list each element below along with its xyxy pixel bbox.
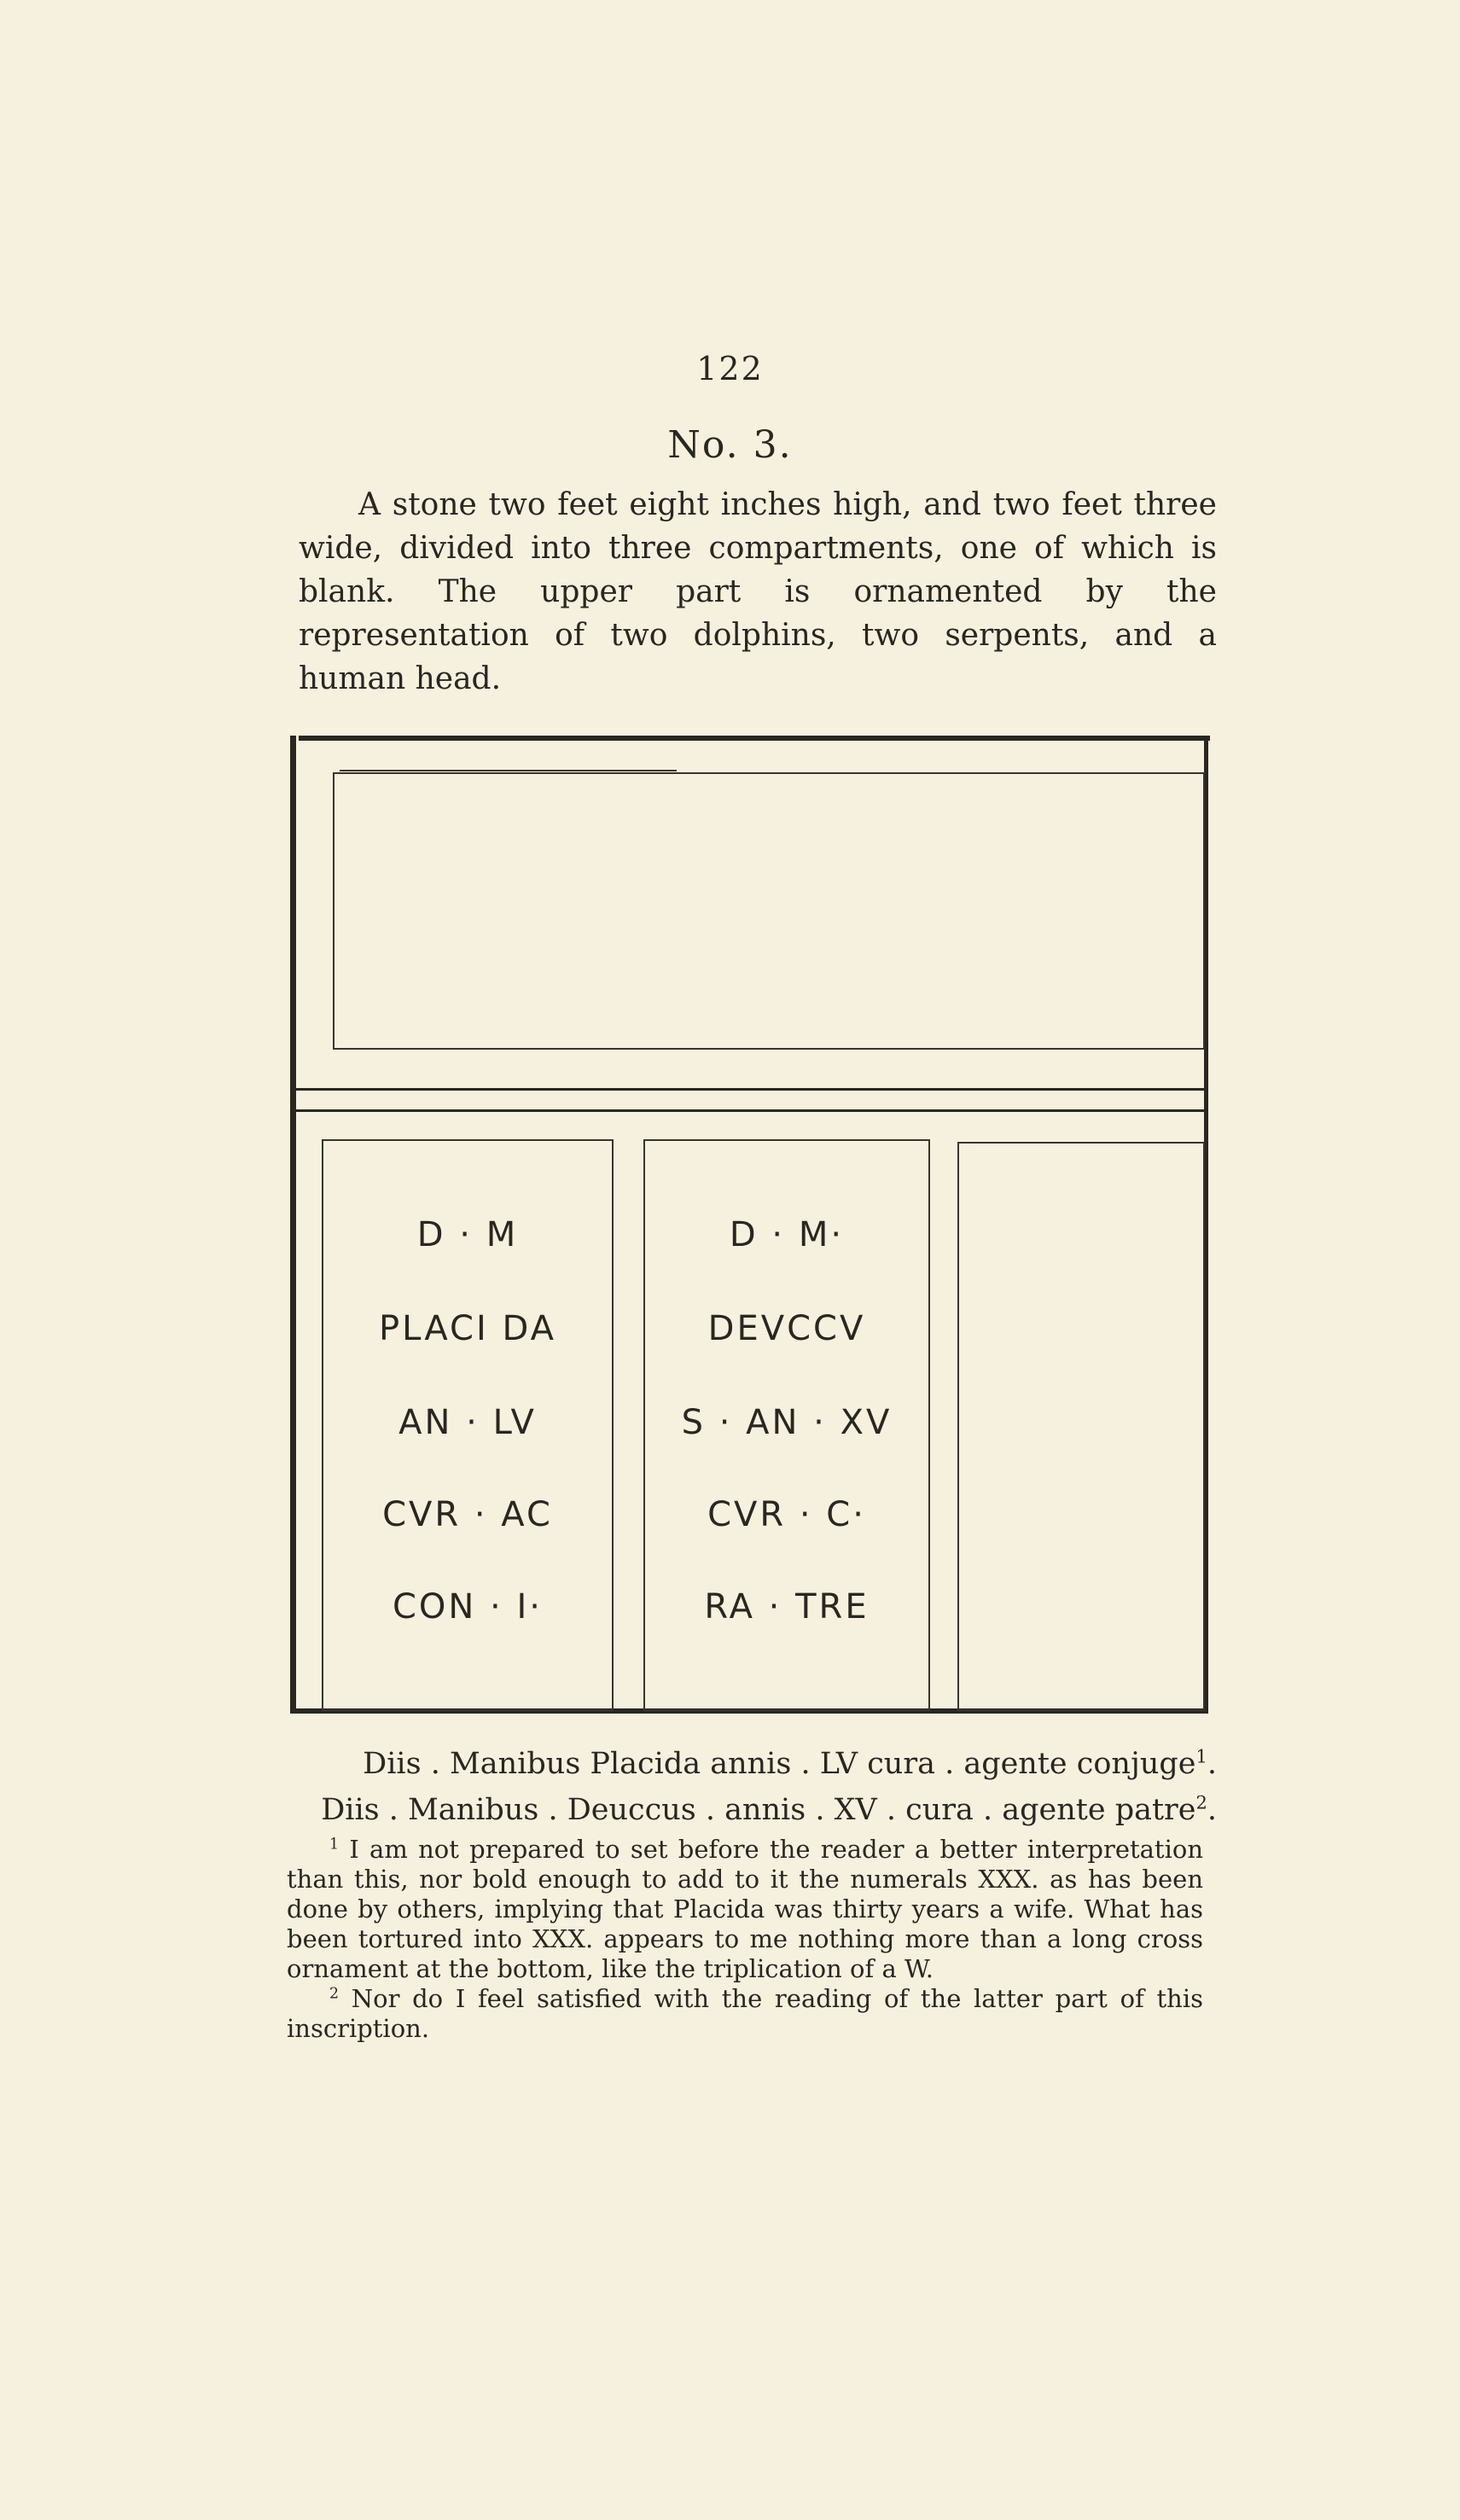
section-heading: No. 3. — [667, 423, 793, 467]
inscription-right-line: RA · TRE — [704, 1587, 870, 1627]
inscription-left-line: AN · LV — [398, 1403, 537, 1442]
inscription-left-line: D · M — [416, 1215, 519, 1254]
footnote-1: $^1$ I am not prepared to set before the reader a better interpretation than this, nor bold enough to add to it the numerals XXX. as has been done by others, implying that Placida was thirty years a wife. What has been tortured into XXX. appears to me nothing more than a long cross ornament at the bottom, like the triplication of a W. — [287, 1835, 1203, 1983]
divider-band-1 — [294, 1088, 1206, 1091]
stone-top-border — [299, 736, 1210, 741]
stone-description: A stone two feet eight inches high, and two feet three wide, divided into three compartments, one of which is blank. The upper part is ornamented by the representation of two dolphins, two serpents, and a human head. — [299, 487, 1217, 696]
stone-bottom-border — [290, 1708, 1205, 1714]
divider-band-2 — [294, 1109, 1206, 1112]
stone-right-border — [1204, 736, 1208, 1714]
footnote-marker: 1 — [329, 1836, 340, 1854]
inscription-translation — [299, 1741, 1217, 1833]
translation-line-1: Diis . Manibus Placida annis . LV cura . agente conjuge$^1$. — [363, 1746, 1217, 1781]
inscription-left-line: CON · I· — [393, 1587, 543, 1627]
footnote-ref: 2 — [1195, 1792, 1207, 1813]
page-number: 122 — [696, 350, 764, 387]
inscription-right-line: S · AN · XV — [681, 1403, 893, 1442]
footnote-marker: 2 — [329, 1985, 340, 2003]
footnote-ref: 1 — [1195, 1746, 1207, 1767]
upper-compartment — [333, 772, 1205, 1050]
inscription-right-line: CVR · C· — [707, 1495, 866, 1534]
footnotes — [287, 1835, 1203, 2044]
inscription-right-line: DEVCCV — [707, 1309, 866, 1348]
inscription-left-line: PLACI DA — [379, 1309, 556, 1348]
blank-compartment — [957, 1142, 1205, 1711]
upper-compartment-inner-line — [340, 770, 677, 771]
translation-line-2: Diis . Manibus . Deuccus . annis . XV . cura . agente patre$^2$. — [321, 1792, 1217, 1827]
stone-left-border — [290, 736, 296, 1714]
inscription-left-line: CVR · AC — [382, 1495, 553, 1534]
footnote-2: $^2$ Nor do I feel satisfied with the reading of the latter part of this inscription. — [287, 1984, 1203, 2043]
inscription-right-line: D · M· — [729, 1215, 845, 1254]
